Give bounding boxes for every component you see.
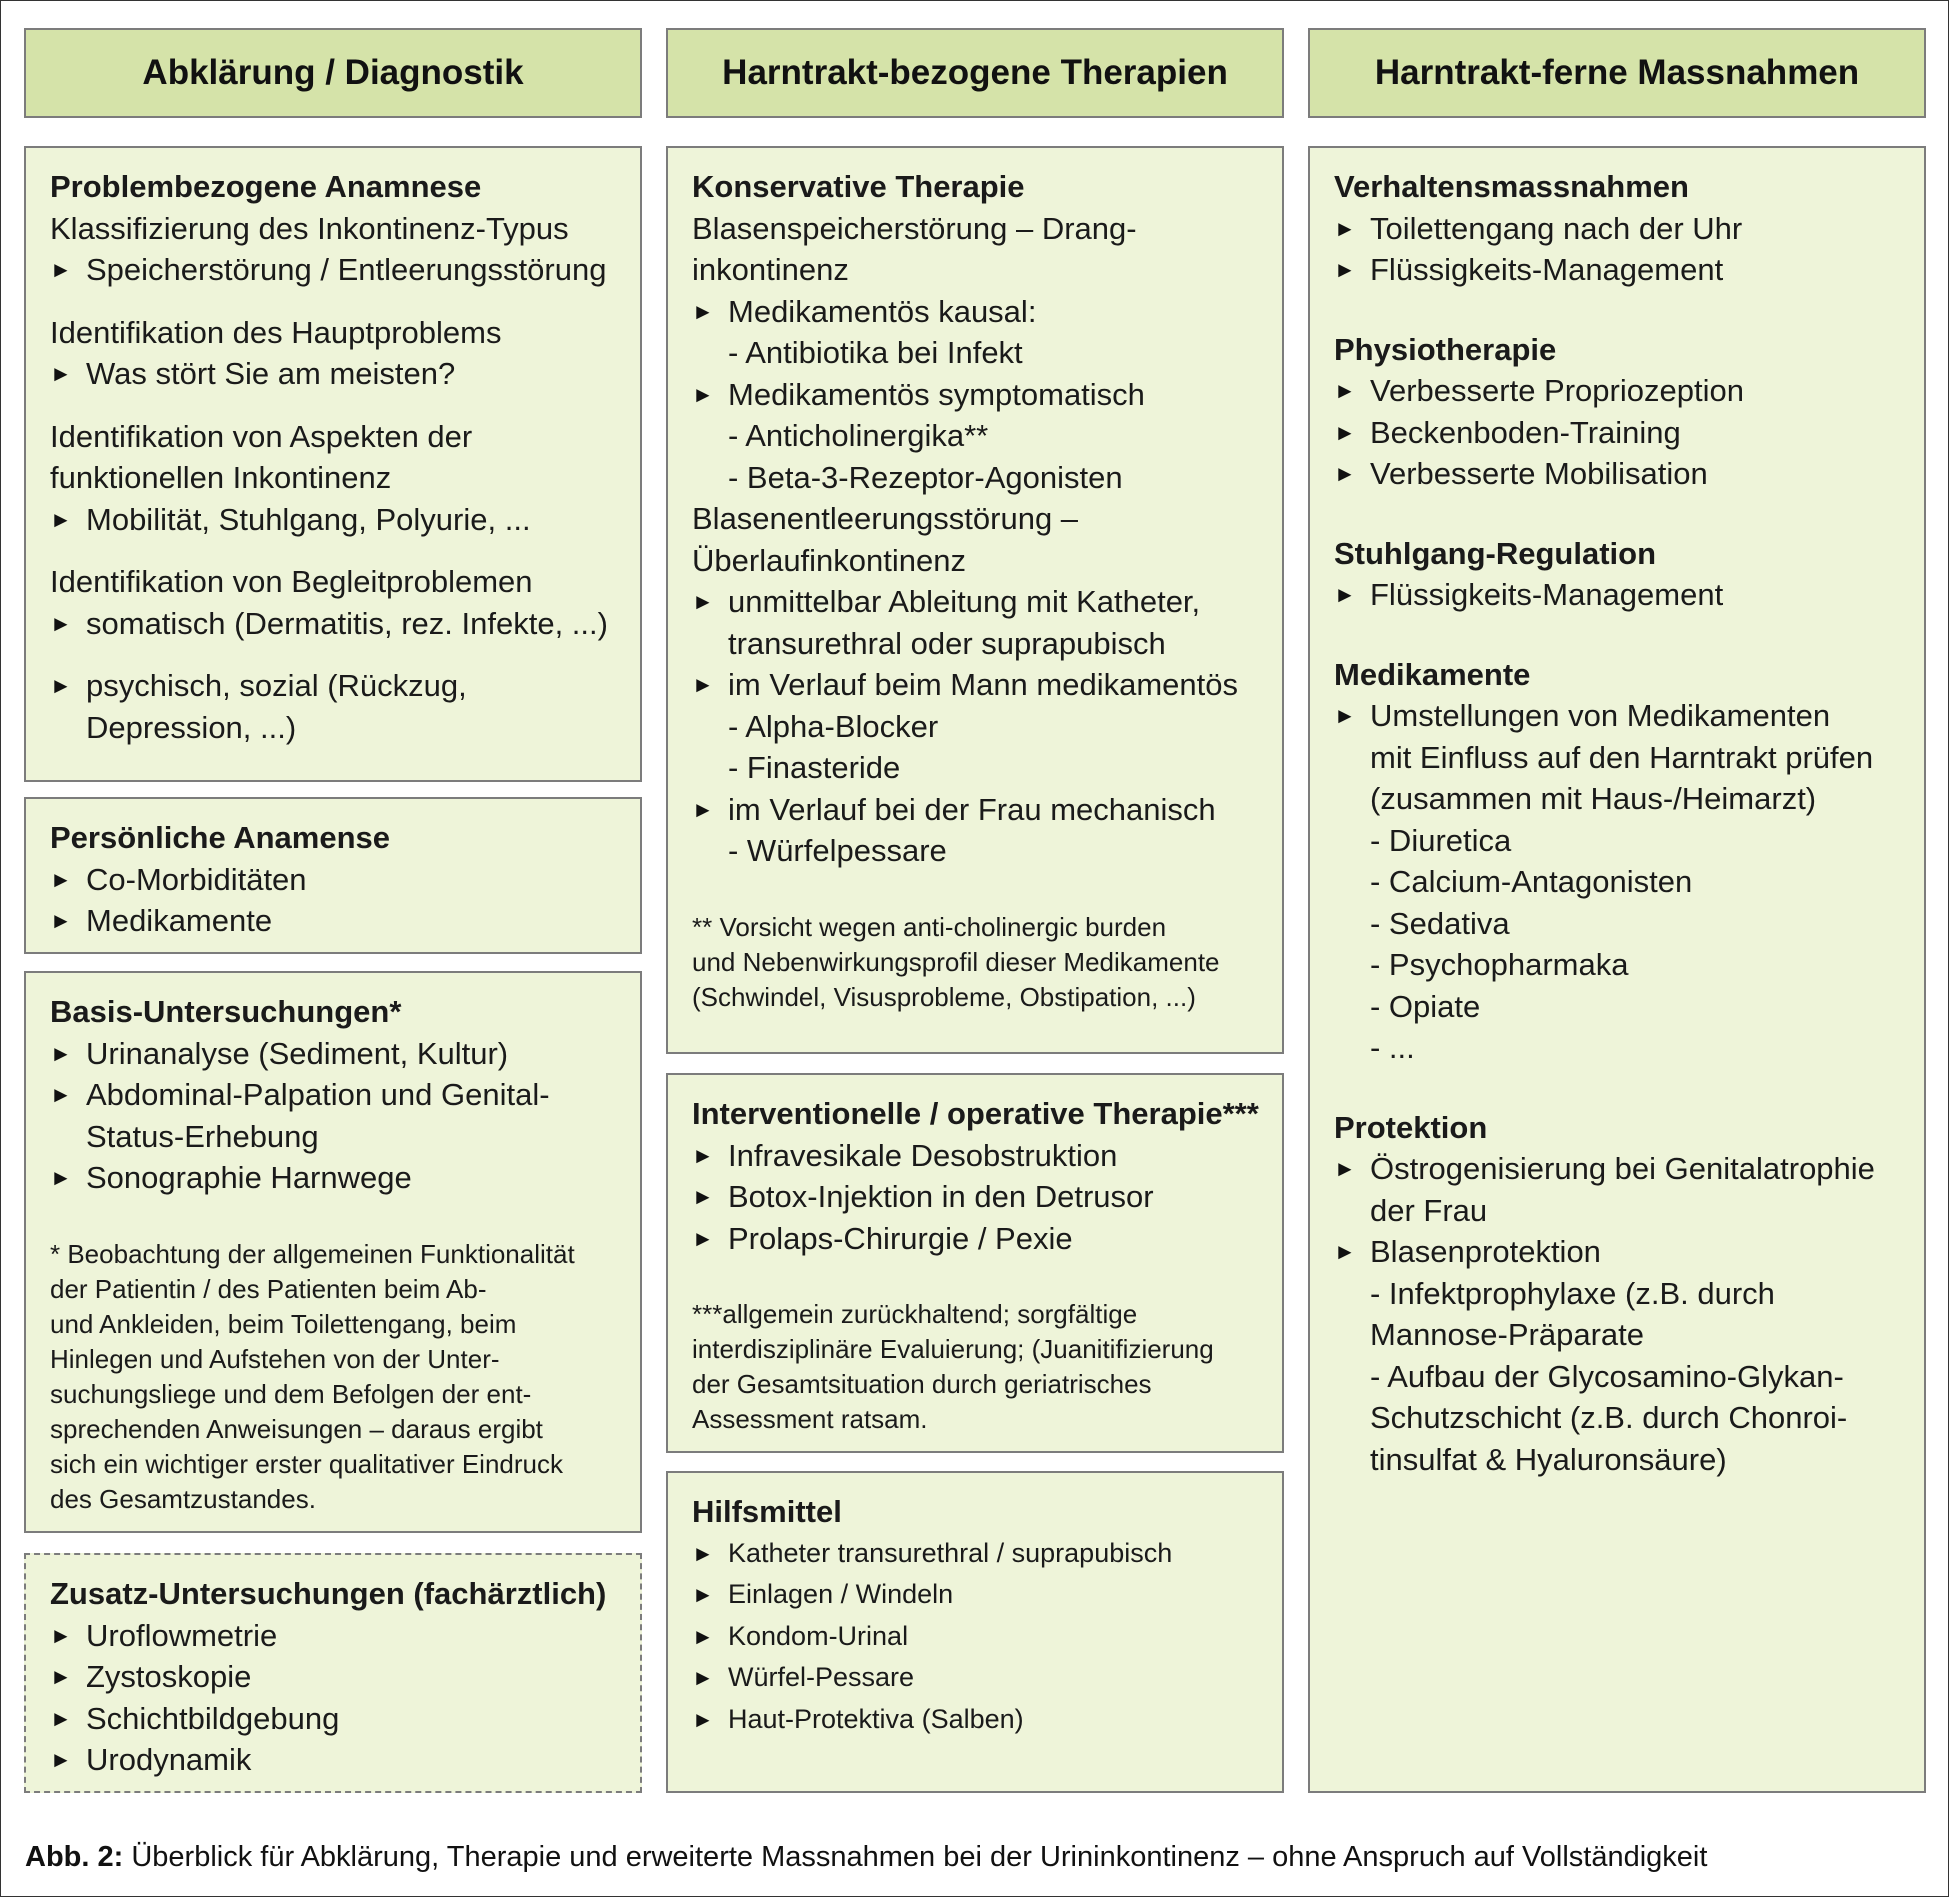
bullet-item: ► Infravesikale Desobstruktion <box>692 1135 1260 1177</box>
note-line: und Nebenwirkungsprofil dieser Medikamente <box>692 946 1220 977</box>
bullet-item: ► Östrogenisierung bei Genitalatrophie <box>1334 1148 1902 1190</box>
note-line: sich ein wichtiger erster qualitativer Eindruck <box>50 1448 563 1479</box>
sub-item: Schutzschicht (z.B. durch Chonroi- <box>1370 1400 1848 1435</box>
text-line: Identifikation des Hauptproblems <box>50 314 502 350</box>
caption-label: Abb. 2: <box>25 1841 124 1873</box>
bullet-continuation: der Frau <box>1370 1192 1488 1228</box>
bullet-item: ► Haut-Protektiva (Salben) <box>692 1699 1260 1741</box>
text-line: Blasenspeicherstörung – Drang- <box>692 210 1137 246</box>
sub-item: - Opiate <box>1370 988 1481 1024</box>
bullet-item: ► Kondom-Urinal <box>692 1616 1260 1658</box>
box-interventionelle-therapie <box>666 1073 1284 1453</box>
text-line: Klassifizierung des Inkontinenz-Typus <box>50 210 569 246</box>
bullet-item: ► Prolaps-Chirurgie / Pexie <box>692 1218 1260 1260</box>
box-harntrakt-ferne-massnahmen <box>1308 146 1926 1793</box>
sub-item: - Diuretica <box>1370 822 1512 858</box>
note-line: interdisziplinäre Evaluierung; (Juanitifizierung <box>692 1334 1214 1364</box>
header-label: Harntrakt-ferne Massnahmen <box>1374 53 1860 92</box>
bullet-item: ► Speicherstörung / Entleerungsstörung <box>50 249 618 291</box>
note-line: des Gesamtzustandes. <box>50 1483 316 1514</box>
header-harntrakt-ferne <box>1308 28 1926 118</box>
box-title: Basis-Untersuchungen* <box>50 994 402 1029</box>
bullet-item: ► Urodynamik <box>50 1739 618 1781</box>
bullet-item: ► im Verlauf beim Mann medikamentös <box>692 664 1260 706</box>
box-title: Konservative Therapie <box>692 169 1025 204</box>
note-line: ** Vorsicht wegen anti-cholinergic burden <box>692 911 1167 942</box>
box-title: Protektion <box>1334 1109 1488 1145</box>
box-title: Zusatz-Untersuchungen (fachärztlich) <box>50 1576 607 1611</box>
sub-item: Mannose-Präparate <box>1370 1317 1644 1352</box>
note-line: und Ankleiden, beim Toilettengang, beim <box>50 1308 517 1339</box>
footnote <box>692 1297 1260 1437</box>
text-line: funktionellen Inkontinenz <box>50 460 392 495</box>
box-problembezogene-anamnese <box>24 146 642 782</box>
sub-item: - Antibiotika bei Infekt <box>728 335 1023 370</box>
figure-caption <box>25 1841 1707 1874</box>
header-harntrakt-therapien <box>666 28 1284 118</box>
bullet-item: ► Botox-Injektion in den Detrusor <box>692 1176 1260 1218</box>
header-diagnostik <box>24 28 642 118</box>
bullet-continuation: Depression, ...) <box>86 709 297 745</box>
bullet-item: ► Medikamente <box>50 900 618 942</box>
bullet-item: ► Was stört Sie am meisten? <box>50 353 618 395</box>
text-line: inkontinenz <box>692 252 849 287</box>
sub-item: - Calcium-Antagonisten <box>1370 864 1693 899</box>
bullet-item: ► Flüssigkeits-Management <box>1334 249 1902 291</box>
box-persoenliche-anamnese <box>24 797 642 954</box>
box-title: Physiotherapie <box>1334 331 1557 367</box>
note-line: (Schwindel, Visusprobleme, Obstipation, ...) <box>692 981 1196 1012</box>
bullet-item: ► Zystoskopie <box>50 1656 618 1698</box>
footnote <box>692 910 1260 1015</box>
text-line: Identifikation von Begleitproblemen <box>50 564 533 599</box>
sub-item: - Aufbau der Glycosamino-Glykan- <box>1370 1358 1844 1394</box>
sub-item: - Sedativa <box>1370 905 1510 941</box>
bullet-item: ► Medikamentös kausal: <box>692 291 1260 333</box>
box-title: Medikamente <box>1334 656 1531 692</box>
sub-item: - Beta-3-Rezeptor-Agonisten <box>728 459 1123 495</box>
bullet-item: ► Katheter transurethral / suprapubisch <box>692 1533 1260 1575</box>
box-basis-untersuchungen <box>24 971 642 1533</box>
text-line: Identifikation von Aspekten der <box>50 418 473 454</box>
bullet-item: ► Abdominal-Palpation und Genital- <box>50 1074 618 1116</box>
note-line: der Patientin / des Patienten beim Ab- <box>50 1273 487 1304</box>
bullet-item: ► Würfel-Pessare <box>692 1657 1260 1699</box>
note-line: der Gesamtsituation durch geriatrisches <box>692 1369 1152 1399</box>
bullet-item: ► unmittelbar Ableitung mit Katheter, <box>692 581 1260 623</box>
sub-item: - Würfelpessare <box>728 833 947 868</box>
footnote <box>50 1237 618 1517</box>
note-line: * Beobachtung der allgemeinen Funktionalität <box>50 1238 575 1269</box>
bullet-item: ► psychisch, sozial (Rückzug, <box>50 665 618 707</box>
sub-item: - Infektprophylaxe (z.B. durch <box>1370 1275 1775 1311</box>
caption-text: Überblick für Abklärung, Therapie und erweiterte Massnahmen bei der Urininkontinenz – ohne Anspruch auf Vollständigkeit <box>131 1841 1708 1873</box>
sub-item: - ... <box>1370 1030 1415 1065</box>
note-line: ***allgemein zurückhaltend; sorgfältige <box>692 1299 1138 1329</box>
bullet-item: ► Schichtbildgebung <box>50 1698 618 1740</box>
bullet-continuation: mit Einfluss auf den Harntrakt prüfen <box>1370 739 1874 775</box>
box-title: Stuhlgang-Regulation <box>1334 535 1657 571</box>
bullet-item: ► Umstellungen von Medikamenten <box>1334 695 1902 737</box>
bullet-continuation: (zusammen mit Haus-/Heimarzt) <box>1370 781 1817 816</box>
bullet-item: ► Mobilität, Stuhlgang, Polyurie, ... <box>50 499 618 541</box>
bullet-item: ► Verbesserte Mobilisation <box>1334 453 1902 495</box>
bullet-item: ► Co-Morbiditäten <box>50 859 618 901</box>
box-title: Problembezogene Anamnese <box>50 169 482 204</box>
box-hilfsmittel <box>666 1471 1284 1793</box>
bullet-continuation: transurethral oder suprapubisch <box>728 625 1166 661</box>
box-zusatz-untersuchungen <box>24 1553 642 1793</box>
box-konservative-therapie <box>666 146 1284 1054</box>
sub-item: - Psychopharmaka <box>1370 947 1629 982</box>
box-title: Persönliche Anamense <box>50 820 390 855</box>
sub-item: - Alpha-Blocker <box>728 708 939 744</box>
bullet-continuation: Status-Erhebung <box>86 1118 319 1154</box>
box-title: Verhaltensmassnahmen <box>1334 169 1689 204</box>
sub-item: - Anticholinergika** <box>728 418 989 453</box>
bullet-item: ► somatisch (Dermatitis, rez. Infekte, ...) <box>50 603 618 645</box>
box-title: Hilfsmittel <box>692 1494 842 1529</box>
box-title: Interventionelle / operative Therapie*** <box>692 1096 1259 1131</box>
bullet-item: ► Medikamentös symptomatisch <box>692 374 1260 416</box>
bullet-item: ► Beckenboden-Training <box>1334 412 1902 454</box>
bullet-item: ► Sonographie Harnwege <box>50 1157 618 1199</box>
note-line: sprechenden Anweisungen – daraus ergibt <box>50 1413 543 1444</box>
sub-item: tinsulfat & Hyaluronsäure) <box>1370 1441 1727 1477</box>
sub-item: - Finasteride <box>728 750 901 785</box>
bullet-item: ► Toilettengang nach der Uhr <box>1334 208 1902 250</box>
text-line: Blasenentleerungsstörung – <box>692 501 1079 536</box>
bullet-item: ► im Verlauf bei der Frau mechanisch <box>692 789 1260 831</box>
header-label: Harntrakt-bezogene Therapien <box>722 53 1228 92</box>
bullet-item: ► Einlagen / Windeln <box>692 1574 1260 1616</box>
note-line: Hinlegen und Aufstehen von der Unter- <box>50 1343 500 1374</box>
note-line: Assessment ratsam. <box>692 1404 928 1434</box>
bullet-item: ► Urinanalyse (Sediment, Kultur) <box>50 1033 618 1075</box>
bullet-item: ► Verbesserte Propriozeption <box>1334 370 1902 412</box>
bullet-item: ► Flüssigkeits-Management <box>1334 574 1902 616</box>
text-line: Überlaufinkontinenz <box>692 542 967 578</box>
bullet-item: ► Uroflowmetrie <box>50 1615 618 1657</box>
header-label: Abklärung / Diagnostik <box>142 53 524 92</box>
note-line: suchungsliege und dem Befolgen der ent- <box>50 1378 532 1409</box>
bullet-item: ► Blasenprotektion <box>1334 1231 1902 1273</box>
